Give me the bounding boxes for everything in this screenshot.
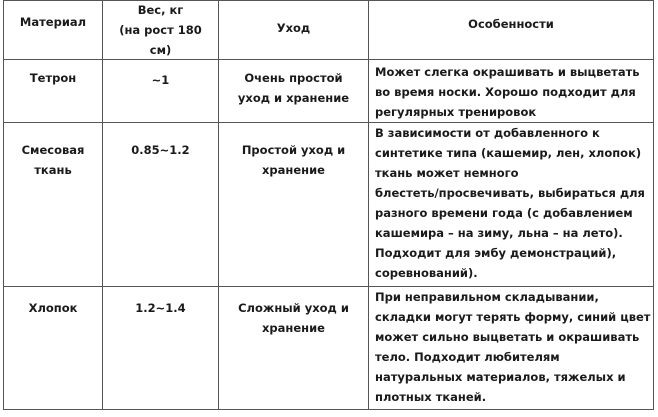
row2-material: Смесовая ткань [21,143,85,177]
row3-care: Сложный уход и хранение [238,301,349,335]
header-material: Материал [19,15,87,29]
row1-weight: ~1 [151,73,170,87]
row2-care: Простой уход и хранение [241,143,346,177]
header-row-divider [3,59,654,60]
row1-features: Может слегка окрашивать и выцветать во время носки. Хорошо подходит для регулярных тренировок [375,65,640,119]
row2-weight: 0.85~1.2 [131,143,190,157]
row1-material: Тетрон [29,71,77,85]
row1-care: Очень простой уход и хранение [237,71,350,105]
column-divider [102,0,103,410]
column-divider [218,0,219,410]
header-features: Особенности [468,17,554,31]
row3-features: При неправильном складывании, складки могут терять форму, синий цвет может сильно выцветать и окрашивать тело. Подходит любителям натуральных материалов, тяжелых и плотных тканей. [375,290,651,404]
header-weight: Вес, кг (на рост 180 см) [119,3,202,57]
table-border-right [653,0,654,410]
table-border-left [3,0,4,410]
row2-features: В зависимости от добавленного к синтетике типа (кашемир, лен, хлопок) ткань может немного блестеть/просвечивать, выбираться для разного времени года (с добавлением кашемира – на зиму, льна – на лето). Подходит для эмбу демонстраций), соревнований). [375,126,645,280]
row3-weight: 1.2~1.4 [135,301,186,315]
column-divider [368,0,369,410]
table-border-top [3,0,654,1]
comparison-table [3,0,654,410]
row3-material: Хлопок [28,301,78,315]
table-border-bottom [3,409,654,410]
header-care: Уход [276,21,311,35]
